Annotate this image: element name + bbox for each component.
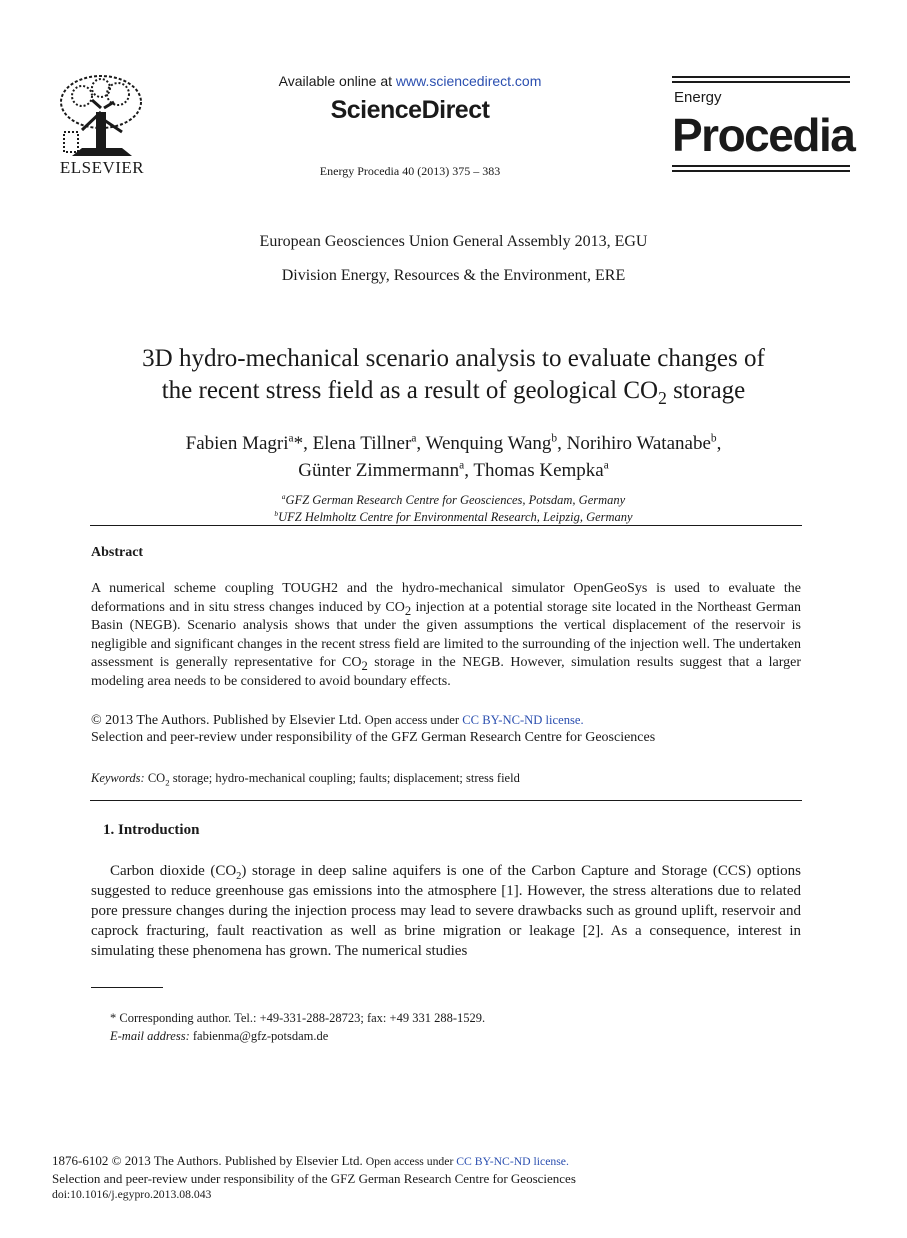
journal-logo-top-rules [672,76,850,86]
author-line-1: Fabien Magri$^a$*, Elena Tillner$^a$, Wenquing Wang$^b$, Norihiro Watanabe$^b$, [185,432,722,454]
peer-review-line: Selection and peer-review under responsibility of the GFZ German Research Centre for Geosciences [91,730,656,745]
corresponding-author: * Corresponding author. Tel.: +49-331-288-28723; fax: +49 331 288-1529. [110,1011,486,1025]
keywords-text: CO [144,771,166,785]
abstract-part: storage in the NEGB. However, simulation results suggest that a larger modeling area needs to be considered to avoid boundary effects. [91,655,801,689]
copyright-block [91,712,801,746]
abstract-part: injection at a potential storage site located in the Northeast German Basin (NEGB). Scenario analysis shows that under the given assumptions the vertical displacement of the reservoir is negligible and significant changes in the recent stress field are limited to the surrounding of the injection well. The undertaken assessment is generally representative for CO [91,599,802,671]
author-affil-mark: a [459,459,465,472]
publisher-name: ELSEVIER [59,158,145,177]
footnotes [110,1009,485,1045]
author: Norihiro Watanabe [566,433,711,454]
journal-logo-bottom-rules [672,165,850,175]
subscript: 2 [165,777,170,788]
author-affil-mark: b [710,432,717,445]
author: Günter Zimmermann [298,460,460,481]
author-line-2: Günter Zimmermann$^a$, Thomas Kempka$^a$ [298,459,609,481]
conference-line-2: Division Energy, Resources & the Environment, ERE [281,267,626,284]
affiliations [0,492,907,526]
title-line-2 [0,375,907,407]
license-link[interactable]: CC BY-NC-ND license. [462,713,584,727]
affiliation-mark: b [274,508,279,518]
affiliation [0,509,907,526]
author-affil-mark: a [288,432,294,445]
subscript: 2 [236,871,242,882]
footer-copyright [52,1153,576,1171]
footer-peer-review: Selection and peer-review under responsibility of the GFZ German Research Centre for Geosciences [52,1170,576,1186]
open-access-text: Open access under [362,1155,457,1168]
conference-line-1: European Geosciences Union General Assembly 2013, EGU [259,233,648,250]
title-subscript: 2 [658,388,667,408]
affiliation-mark: a [281,491,286,501]
abstract-heading: Abstract [91,545,144,560]
footer-copyright-text: © 2013 The Authors. Published by Elsevier Ltd. [108,1153,363,1168]
author-list [0,430,907,484]
affiliation [0,492,907,509]
journal-logo-energy: Energy [674,89,722,106]
intro-text: ) storage in deep saline aquifers is one of the Carbon Capture and Storage (CCS) options suggested to reduce greenhouse gas emissions into the atmosphere [1]. However, the stress alterations due to related pore pressure changes during the injection process may lead to severe drawbacks such as ground uplift, reservoir and caprock fracturing, fault reactivation as well as brine migration or leakage [2]. As a consequence, interest in simulating these phenomena has grown. The numerical studies [91,863,801,959]
title-line-2-text: the recent stress field as a result of geological CO [161,377,659,404]
title-line-2-end: storage [666,377,746,404]
keywords-label: Keywords: [91,771,145,785]
divider [90,800,802,801]
email-address: fabienma@gfz-potsdam.de [189,1029,329,1043]
platform-name: ScienceDirect [330,96,490,124]
author: Fabien Magri [185,433,289,454]
abstract-text [91,580,801,692]
abstract-part: A numerical scheme coupling TOUGH2 and the hydro-mechanical simulator OpenGeoSys is used to evaluate the deformations and in situ stress changes induced by CO [91,581,801,615]
author-affil-mark: a [411,432,417,445]
subscript: 2 [404,603,412,618]
journal-citation: Energy Procedia 40 (2013) 375 – 383 [319,164,501,178]
intro-text: Carbon dioxide (CO [110,863,237,879]
author: Wenquing Wang [425,433,552,454]
journal-logo-procedia: Procedia [672,109,855,161]
sciencedirect-link[interactable]: www.sciencedirect.com [395,73,542,89]
footer-license-link[interactable]: CC BY-NC-ND license. [456,1155,569,1168]
divider [90,525,802,526]
author-affil-mark: a [603,459,609,472]
author-affil-mark: b [551,432,558,445]
footnote-rule [91,987,163,988]
keywords [91,769,801,788]
subscript: 2 [361,659,368,674]
section-heading: 1. Introduction [103,822,200,838]
keywords-text: storage; hydro-mechanical coupling; faults; displacement; stress field [169,771,520,785]
copyright-line [91,712,801,729]
doi: doi:10.1016/j.egypro.2013.08.043 [52,1188,212,1201]
author: Elena Tillner [312,433,412,454]
issn: 1876-6102 [52,1153,109,1168]
email-line [110,1027,485,1045]
paper-title [0,343,907,407]
availability-line [240,73,580,89]
affiliation-text: GFZ German Research Centre for Geosciences, Potsdam, Germany [285,493,626,507]
page-footer [52,1153,576,1204]
title-line-1: 3D hydro-mechanical scenario analysis to evaluate changes of [142,345,765,372]
author: Thomas Kempka [473,460,604,481]
affiliation-text: UFZ Helmholtz Centre for Environmental Research, Leipzig, Germany [278,510,633,524]
introduction-text [91,861,801,961]
open-access-text: Open access under [361,713,463,727]
availability-prefix: Available online at [278,73,396,89]
email-label: E-mail address: [110,1029,190,1043]
copyright-text: © 2013 The Authors. Published by Elsevier Ltd. [91,713,362,728]
